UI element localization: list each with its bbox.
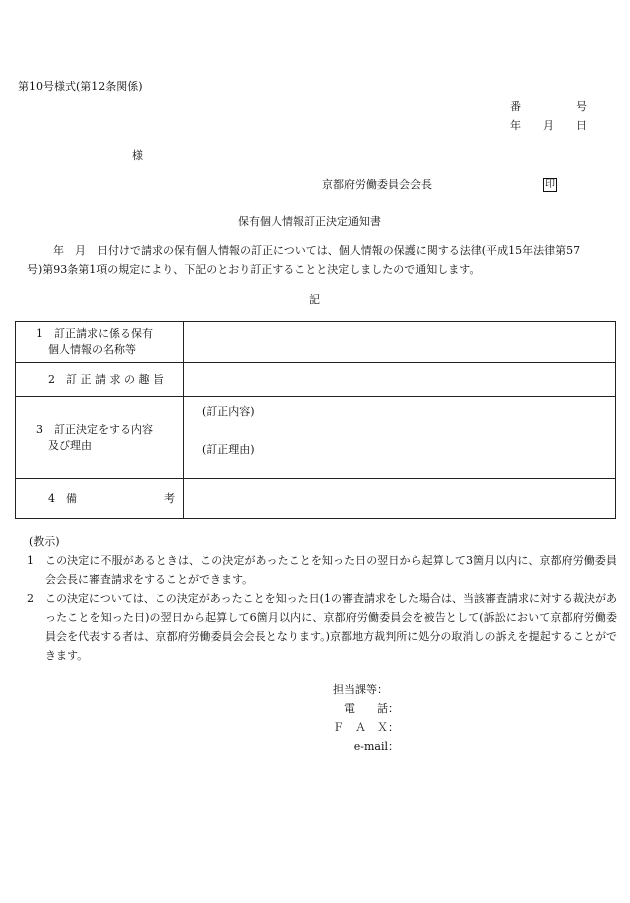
row4-label-num: 4 備 <box>48 491 77 505</box>
note-item <box>27 589 617 665</box>
body-line-1: 年 月 日付けで請求の保有個人情報の訂正については、個人情報の保護に関する法律(平成15年法律第57 <box>42 244 581 257</box>
row1-value[interactable] <box>184 322 616 363</box>
row2-label <box>16 363 184 397</box>
contact-fax-label: Ｆ Ａ Ｘ： <box>333 721 399 734</box>
contact-email-label: e-mail： <box>353 740 399 753</box>
row4-label-wrap <box>36 491 183 507</box>
addressee-suffix: 様 <box>132 149 143 162</box>
row3-label-line1: 3 訂正決定をする内容 <box>36 422 153 436</box>
contact-dept <box>333 680 399 699</box>
row3-label-line2: 及び理由 <box>48 438 92 452</box>
seal-text: 印 <box>545 179 555 190</box>
table-row <box>16 363 616 397</box>
date-line: 年 月 日 <box>510 119 587 132</box>
contact-phone-label: 電 話： <box>344 702 399 715</box>
table-row <box>16 322 616 363</box>
notes-section <box>27 532 617 665</box>
row3-label <box>16 397 184 479</box>
contact-dept-label: 担当課等： <box>333 683 388 696</box>
note-number: 1 <box>27 554 34 567</box>
row3-value[interactable] <box>184 397 616 479</box>
row1-label-line1: 1 訂正請求に係る保有 <box>36 327 153 340</box>
row4-label <box>16 479 184 519</box>
table-row <box>16 479 616 519</box>
decision-table <box>15 321 616 519</box>
note-number: 2 <box>27 592 34 605</box>
ki-marker: 記 <box>309 293 320 306</box>
seal-mark <box>543 178 557 192</box>
contact-fax <box>333 718 399 737</box>
row1-label-line2: 個人情報の名称等 <box>48 343 136 356</box>
contact-email <box>333 737 399 756</box>
body-line-2: 号)第93条第1項の規定により、下記のとおり訂正することと決定しましたので通知します。 <box>27 263 481 276</box>
notes-heading: (教示) <box>29 535 60 548</box>
row3-reason-label: (訂正理由) <box>202 443 255 456</box>
form-number: 第10号様式(第12条関係) <box>18 80 143 93</box>
note-text: この決定については、この決定があったことを知った日(1の審査請求をした場合は、当該審査請求に対する裁決があったことを知った日)の翌日から起算して6箇月以内に、京都府労働委員会を被告として(訴訟において京都府労働委員会を代表する者は、京都府労働委員会会長となります。)京都地方裁判所に処分の取消しの訴えを提起することができます。 <box>45 592 617 662</box>
row2-value[interactable] <box>184 363 616 397</box>
table-row <box>16 397 616 479</box>
row2-label-text: 2 訂 正 請 求 の 趣 旨 <box>48 372 164 386</box>
row3-content-label: (訂正内容) <box>202 405 255 418</box>
row1-label <box>16 322 184 363</box>
contact-phone <box>333 699 399 718</box>
document-number-line: 番 号 <box>510 100 587 113</box>
document-title: 保有個人情報訂正決定通知書 <box>238 215 381 228</box>
row4-label-end: 考 <box>164 491 175 505</box>
note-text: この決定に不服があるときは、この決定があったことを知った日の翌日から起算して3箇月以内に、京都府労働委員会会長に審査請求をすることができます。 <box>45 554 617 586</box>
issuer-name: 京都府労働委員会会長 <box>322 178 432 191</box>
contact-block <box>333 680 399 756</box>
row4-value[interactable] <box>184 479 616 519</box>
note-item <box>27 551 617 589</box>
